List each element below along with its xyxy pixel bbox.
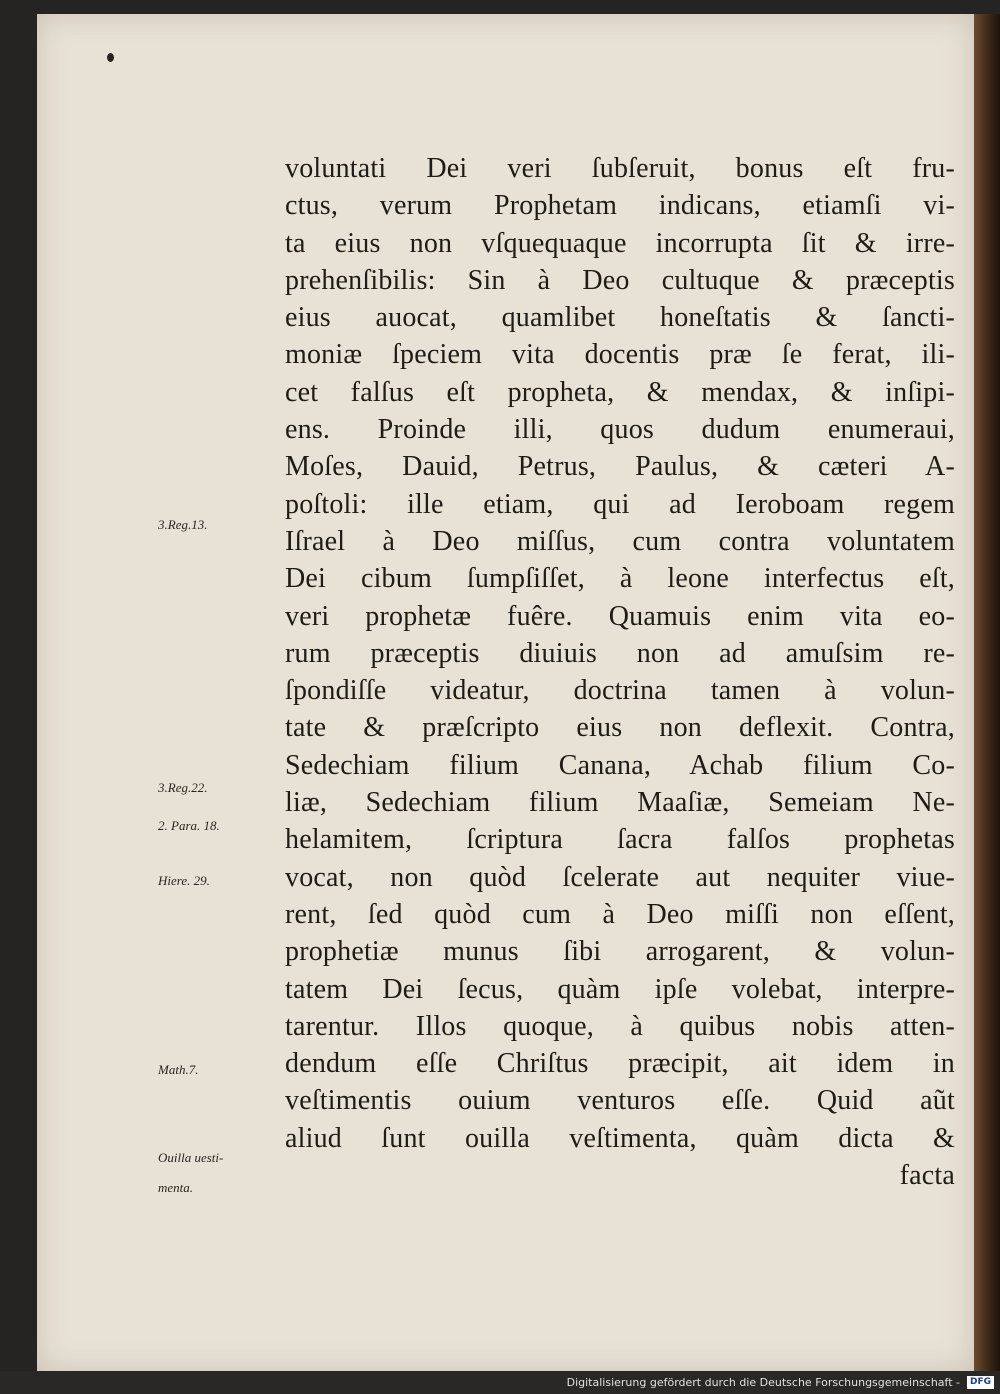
text-line: ctus, verum Prophetam indicans, etiamſi vi- xyxy=(285,190,955,222)
text-line: aliud ſunt ouilla veſtimenta, quàm dicta & xyxy=(285,1122,955,1154)
text-line: voluntati Dei veri ſubſeruit, bonus eſt fru- xyxy=(285,153,955,184)
margin-note-ouilla-1: Ouilla uesti- xyxy=(158,1150,224,1165)
body-text xyxy=(285,150,955,1194)
text-line: liæ, Sedechiam filium Maaſiæ, Semeiam Ne- xyxy=(285,787,955,819)
text-line: prehenſibilis: Sin à Deo cultuque & præceptis xyxy=(285,264,955,296)
text-line: tate & præſcripto eius non deflexit. Contra, xyxy=(285,712,955,744)
ink-spot xyxy=(107,53,114,62)
footer-bar xyxy=(0,1371,1000,1394)
text-line: poſtoli: ille etiam, qui ad Ieroboam regem xyxy=(285,488,955,520)
margin-note-reg22: 3.Reg.22. xyxy=(158,780,208,795)
text-line: Sedechiam filium Canana, Achab filium Co- xyxy=(285,749,955,781)
text-line: tatem Dei ſecus, quàm ipſe volebat, interpre- xyxy=(285,973,955,1005)
text-line: moniæ ſpeciem vita docentis præ ſe ferat, ili- xyxy=(285,339,955,371)
margin-note-hiere29: Hiere. 29. xyxy=(158,873,210,888)
text-line: prophetiæ munus ſibi arrogarent, & volun- xyxy=(285,936,955,968)
margin-note-para18: 2. Para. 18. xyxy=(158,818,220,833)
text-line: tarentur. Illos quoque, à quibus nobis atten- xyxy=(285,1010,955,1042)
footer-credit: Digitalisierung gefördert durch die Deutsche Forschungsgemeinschaft - xyxy=(566,1376,960,1389)
dfg-logo: DFG xyxy=(967,1376,994,1389)
margin-note-math7: Math.7. xyxy=(158,1062,199,1077)
text-line: ſpondiſſe videatur, doctrina tamen à volun- xyxy=(285,675,955,707)
text-line: cet falſus eſt propheta, & mendax, & inſipi- xyxy=(285,376,955,408)
text-line: ens. Proinde illi, quos dudum enumeraui, xyxy=(285,414,955,446)
margin-note-reg13: 3.Reg.13. xyxy=(158,517,208,532)
text-line: helamitem, ſcriptura ſacra falſos prophetas xyxy=(285,824,955,856)
catchword: facta xyxy=(899,1160,955,1192)
book-edge xyxy=(974,14,1000,1371)
text-line: eius auocat, quamlibet honeſtatis & ſancti- xyxy=(285,302,955,334)
text-line: Dei cibum ſumpſiſſet, à leone interfectus eſt, xyxy=(285,563,955,595)
text-line: vocat, non quòd ſcelerate aut nequiter viue- xyxy=(285,861,955,893)
text-line: Iſrael à Deo miſſus, cum contra voluntatem xyxy=(285,525,955,557)
text-line: Moſes, Dauid, Petrus, Paulus, & cæteri A- xyxy=(285,451,955,483)
text-line: veſtimentis ouium venturos eſſe. Quid aũt xyxy=(285,1085,955,1117)
text-line: rum præceptis diuiuis non ad amuſsim re- xyxy=(285,637,955,669)
text-line: dendum eſſe Chriſtus præcipit, ait idem in xyxy=(285,1048,955,1080)
text-line: veri prophetæ fuêre. Quamuis enim vita eo- xyxy=(285,600,955,632)
text-line: ta eius non vſquequaque incorrupta ſit & irre- xyxy=(285,227,955,259)
text-line: rent, ſed quòd cum à Deo miſſi non eſſent, xyxy=(285,898,955,930)
margin-note-ouilla-2: menta. xyxy=(158,1180,194,1195)
